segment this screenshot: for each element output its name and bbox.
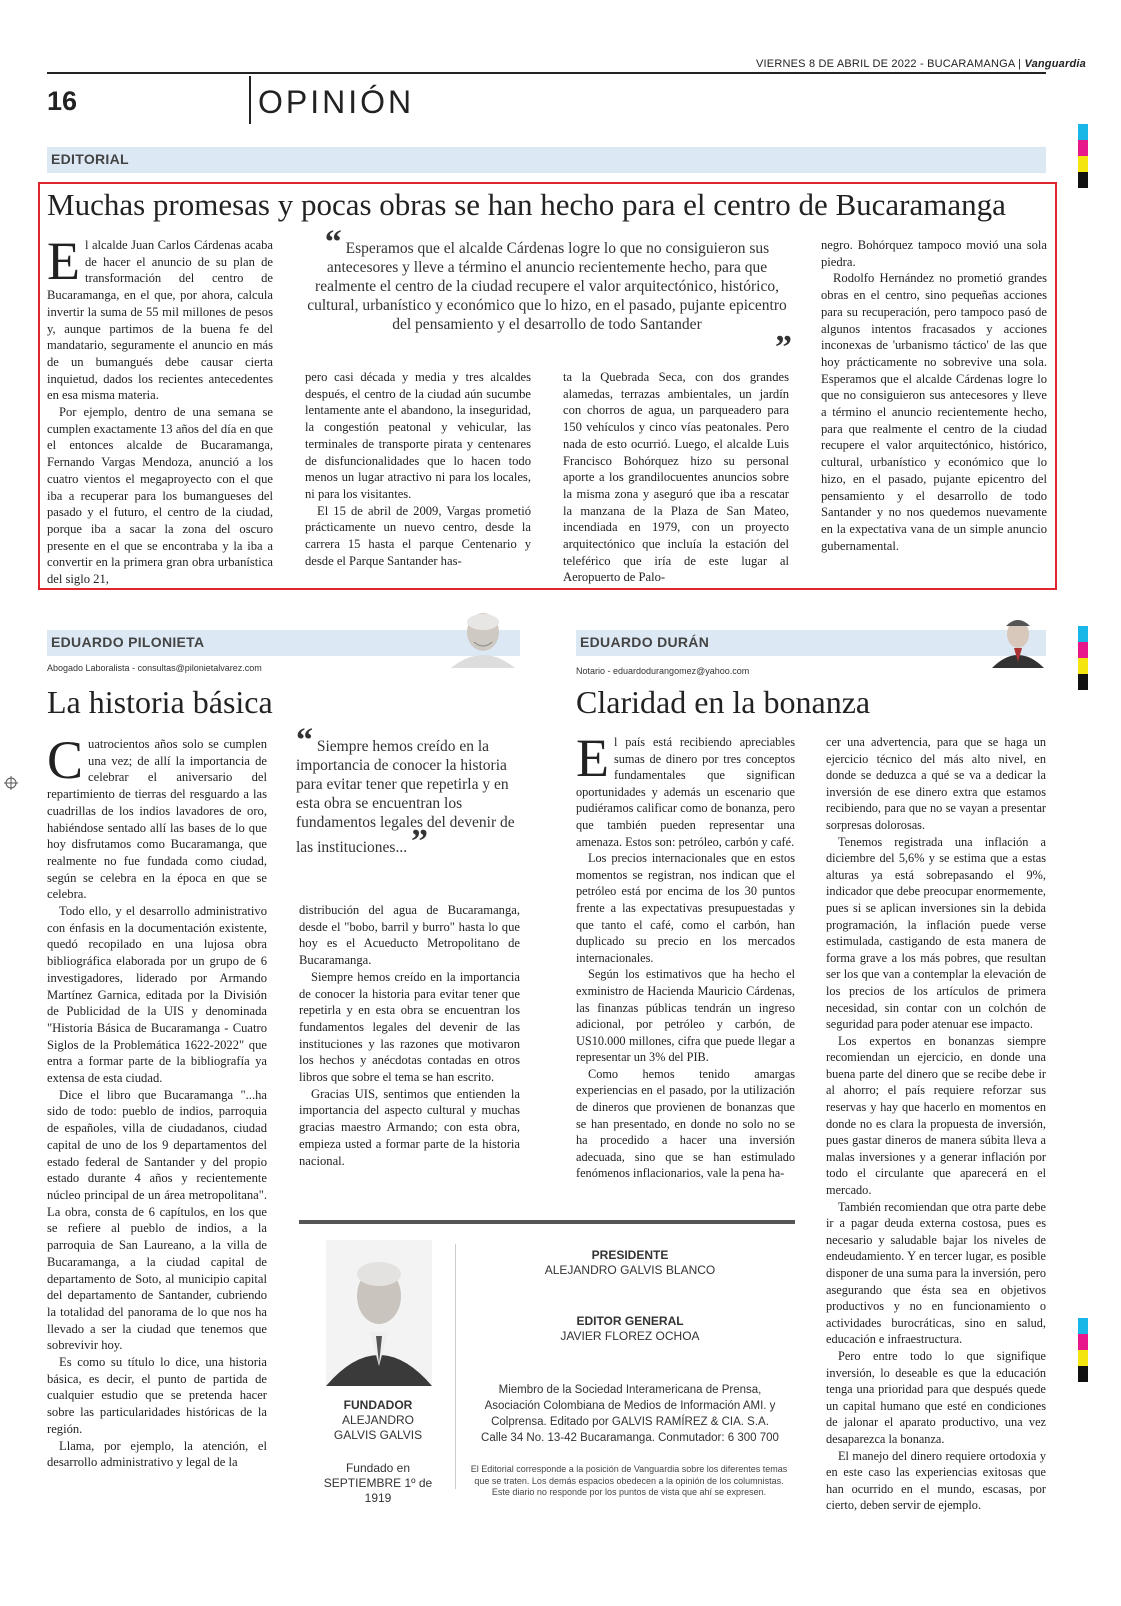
header-rule	[47, 72, 1046, 74]
author-bio: Abogado Laboralista - consultas@pilonietalvarez.com	[47, 663, 262, 673]
dropcap: E	[47, 231, 80, 291]
editorial-title: Muchas promesas y pocas obras se han hecho para el centro de Bucaramanga	[47, 187, 1006, 222]
pilonieta-column-2: distribución del agua de Bucaramanga, desde el "bobo, barril y burro" hasta lo que hoy es el Acueducto Metropolitano de Bucaramanga. Siempre hemos creído en la importancia de conocer la historia para evitar tener que repetirla y en esta obra se encuentran los fundamentos legales del devenir de las instituciones y las razones que motivaron los hechos y anécdotas contadas en otros libros que sobre el tema se han escrito. Gracias UIS, sentimos que entienden la importancia del aspecto cultural y muchas gracias maestro Armando; con esta obra, empieza usted a formar parte de la historia nacional.	[299, 903, 520, 1168]
founder-block	[310, 1398, 446, 1506]
dateline: VIERNES 8 DE ABRIL DE 2022 - BUCARAMANGA | Vanguardia	[756, 58, 1086, 70]
dropcap: C	[47, 730, 84, 790]
pilonieta-pull-quote: “ Siempre hemos creído en la importancia de conocer la historia para evitar tener que repetirla y en esta obra se encuentran los fundamentos legales del devenir de las instituciones... ”	[296, 722, 515, 860]
founder-photo	[326, 1240, 432, 1386]
membership-text: Miembro de la Sociedad Interamericana de Prensa, Asociación Colombiana de Medios de Información AMI. y Colprensa. Editado por GALVIS RAMÍREZ & CIA. S.A. Calle 34 No. 13-42 Bucaramanga. Conmutador: 6 300 700	[481, 1384, 779, 1444]
editor-label: EDITOR GENERAL	[576, 1314, 684, 1328]
editor-block	[530, 1314, 730, 1344]
author-photo-pilonieta	[446, 604, 520, 668]
editorial-column-4: negro. Bohórquez tampoco movió una sola piedra. Rodolfo Hernández no prometió grandes obras en el centro, sino pequeñas acciones para su recuperación, pero tampoco pasó de algunos intentos fracasados y acciones inconexas de 'urbanismo táctico' de las que hoy prácticamente no sobrevive una sola. Esperamos que el alcalde Cárdenas logre lo que no consiguieron sus antecesores y lleve a término el anuncio recientemente hecho, para que realmente el centro de la ciudad recupere el valor arquitectónico, histórico, cultural, urbanístico y económico que lo hizo, en el pasado, pujante epicentro del pensamiento y el desarrollo de todo Santander y no nos quedemos nuevamente en la expectativa vana de un simple anuncio gubernamental.	[821, 238, 1047, 553]
founder-label: FUNDADOR	[343, 1398, 413, 1412]
close-quote-icon: ”	[775, 329, 792, 366]
masthead-rule	[299, 1220, 795, 1224]
editorial-column-1: El alcalde Juan Carlos Cárdenas acaba de hacer el anuncio de su plan de transformación del centro de Bucaramanga, en el que, por ahora, calcula invertir la suma de 55 mil millones de pesos y, aunque partimos de la buena fe del mandatario, seguramente el anuncio en más de un bumangués debe causar cierta inquietud, dados los recientes antecedentes en esa misma materia. Por ejemplo, dentro de una semana se cumplen exactamente 13 años del día en que el entonces alcalde de Bucaramanga, Fernando Vargas Mendoza, anunció a los cuatro vientos el megaproyecto con el que iba a recuperar para los bumangueses del pasado y el futuro, el centro de la ciudad, porque iba a sacar la zona del oscuro presente en el que se encontraba y la iba a convertir en la primera gran obra urbanística del siglo 21,	[47, 231, 273, 587]
color-registration-bar-top	[1078, 124, 1088, 188]
color-registration-bar-bottom	[1078, 1318, 1088, 1382]
masthead-divider	[455, 1244, 456, 1489]
brand-logo: Vanguardia	[1024, 58, 1086, 70]
author-name: EDUARDO DURÁN	[580, 634, 710, 650]
section-divider	[249, 76, 251, 124]
president-block	[530, 1248, 730, 1278]
editorial-label: EDITORIAL	[51, 151, 129, 167]
editor-name: JAVIER FLOREZ OCHOA	[560, 1329, 700, 1343]
pilonieta-column-1: Cuatrocientos años solo se cumplen una vez; de allí la importancia de celebrar el aniversario del repartimiento de tierras del resguardo a las cuadrillas de los indios lavadores de oro, habiéndose sentado allí las bases de lo que hoy disfrutamos como Bucaramanga, que realmente no fue fundada como ciudad, según se celebra en la época en que se celebra. Todo ello, y el desarrollo administrativo con énfasis en la documentación existente, quedó recopilado en una lujosa obra bibliográfica elaborada por un grupo de 6 investigadores, liderado por Armando Martínez Garnica, editada por la División de Publicidad de la UIS y denominada "Historia Básica de Bucaramanga - Cuatro Siglos de la Problemática 1622-2022" que entra a formar parte de la bibliografía ya extensa de esta ciudad. Dice el libro que Bucaramanga "...ha sido de todo: pueblo de indios, parroquia de españoles, villa de ciudadanos, ciudad capital de uno de los 9 departamentos del estado federal de Santander y del propio estado durante 4 años y recientemente núcleo principal de un área metropolitana". La obra, consta de 6 capítulos, en los que se refiere al pueblo de indios, a la parroquia de San Laureano, a la villa de Bucaramanga, a la ciudad capital de departamento de Soto, al municipio capital del departamento de Santander, cubriendo la totalidad del panorama de lo que nos ha llevado a ser la ciudad que tenemos que sobrevivir hoy. Es como su título lo dice, una historia básica, es decir, el punto de partida de cualquier estudio que se pretenda hacer sobre las particularidades históricas de la región. Llama, por ejemplo, la atención, el desarrollo administrativo y legal de la	[47, 730, 267, 1470]
author-bio: Notario - eduardodurangomez@yahoo.com	[576, 666, 750, 676]
column-title: La historia básica	[47, 684, 273, 720]
founded-date: Fundado en SEPTIEMBRE 1º de 1919	[323, 1461, 433, 1505]
duran-column-1: El país está recibiendo apreciables sumas de dinero por tres conceptos fundamentales que significan oportunidades y además un escenario que pudiéramos calificar como de bonanza, pero que también pueden representar una amenaza. Estos son: petróleo, carbón y café. Los precios internacionales que en estos momentos se registran, nos indican que el petróleo está por encima de los 30 puntos frente a las expectativas presupuestadas y que tanto el café, como el carbón, han duplicado su precio en los mercados internacionales. Según los estimativos que ha hecho el exministro de Hacienda Mauricio Cárdenas, las finanzas públicas tendrán un ingreso adicional, por petróleo y carbón, de US10.000 millones, cifra que puede llegar a representar un 3% del PIB. Como hemos tenido amargas experiencias en el pasado, por la utilización de dineros que provienen de bonanzas que se han presentado, en donde no solo no se ha procedido a hacer una inversión adecuada, sino que se han estimulado fenómenos inflacionarios, vale la pena ha-	[576, 728, 795, 1181]
founder-name: ALEJANDRO GALVIS GALVIS	[333, 1413, 423, 1442]
editorial-pull-quote: “ Esperamos que el alcalde Cárdenas logre lo que no consiguieron sus antecesores y lleve a término el anuncio recientemente hecho, para que realmente el centro de la ciudad recupere el valor arquitectónico, histórico, cultural, urbanístico y económico que lo hizo, en el pasado, pujante epicentro del pensamiento y el desarrollo de todo Santander ”	[302, 233, 792, 358]
author-bar-duran	[576, 630, 1046, 656]
editorial-column-3: ta la Quebrada Seca, con dos grandes alamedas, terrazas ambientales, un jardín con chorros de agua, un parqueadero para 150 vehículos y cinco vías peatonales. Pero nada de esto ocurrió. Luego, el alcalde Luis Francisco Bohórquez hizo su personal aporte a los grandilocuentes anuncios sobre la misma zona y aseguró que iba a rescatar la manzana de la Plaza de San Mateo, incendiada en 1979, con un proyecto arquitectónico que incluía la estación del teleférico que iría de este lugar al Aeropuerto de Palo-	[563, 370, 789, 585]
open-quote-icon: “	[324, 224, 342, 261]
open-quote-icon: “	[296, 722, 313, 759]
president-label: PRESIDENTE	[591, 1248, 669, 1262]
editorial-column-2: pero casi década y media y tres alcaldes después, el centro de la ciudad aún sucumbe lentamente ante el abandono, la inseguridad, la congestión peatonal y vehicular, las terminales de transporte pirata y centenares de disfuncionalidades que lo hacen todo menos un lugar atractivo ni para los locales, ni para los visitantes. El 15 de abril de 2009, Vargas prometió prácticamente un nuevo centro, desde la carrera 15 hasta el parque Centenario y desde el Parque Santander has-	[305, 370, 531, 568]
president-name: ALEJANDRO GALVIS BLANCO	[544, 1263, 716, 1277]
page-number: 16	[47, 86, 78, 116]
editorial-section-bar	[47, 147, 1046, 173]
column-title: Claridad en la bonanza	[576, 684, 871, 720]
crosshair-mark-icon	[4, 776, 18, 790]
close-quote-icon: ”	[410, 823, 428, 860]
disclaimer-text: El Editorial corresponde a la posición de Vanguardia sobre los diferentes temas que se traten. Los demás espacios obedecen a la opinión de los columnistas. Este diario no responde por los puntos de vista que ahí se expresen.	[470, 1464, 788, 1497]
author-photo-duran	[990, 612, 1046, 668]
color-registration-bar-middle	[1078, 626, 1088, 690]
dropcap: E	[576, 728, 609, 788]
author-name: EDUARDO PILONIETA	[51, 634, 205, 650]
duran-column-2: cer una advertencia, para que se haga un ejercicio técnico del más alto nivel, en donde se deduzca a qué se va a dedicar la inversión de ese dinero extra que estamos recibiendo, para que no se vayan a presentar sorpresas dolorosas. Tenemos registrada una inflación a diciembre del 5,6% y se estima que a estas alturas ya está sobrepasando el 9%, indicador que debe preocupar enormemente, pues si se aplican inversiones sin la debida programación, la inflación puede verse estimulada, castigando de esta manera de forma grave a los más pobres, que resultan ser los que van a contemplar la elevación de los precios de los artículos de primera necesidad, sin contar con un colchón de seguridad para poder atenuar ese impacto. Los expertos en bonanzas siempre recomiendan un ejercicio, en donde una buena parte del dinero que se recibe debe ir al ahorro; el país requiere reforzar sus reservas y hay que hacerlo en momentos en donde no es clara la propuesta de inversión, pues gastar dineros de manera súbita lleva a malas inversiones y a generar inflación por todo el circulante que aparecerá en el mercado. También recomiendan que otra parte debe ir a pagar deuda externa costosa, pues es necesario y saludable bajar los niveles de endeudamiento. Y en tercer lugar, es posible disponer de una suma para la inversión, pero asegurando que ésta sea en objetivos productivos y no en funcionamiento o actividades burocráticas, sino en salud, educación e infraestructura. Pero entre todo lo que signifique inversión, lo deseable es que la educación tenga una prioridad para que después quede un capital humano que esté en condiciones de jalonar el aparato productivo, una vez desaparezca la bonanza. El manejo del dinero requiere ortodoxia y en este caso las experiencias exitosas que han ocurrido en el mundo, escasas, por cierto, deben servir de ejemplo.	[826, 735, 1046, 1513]
section-title: OPINIÓN	[258, 84, 415, 120]
